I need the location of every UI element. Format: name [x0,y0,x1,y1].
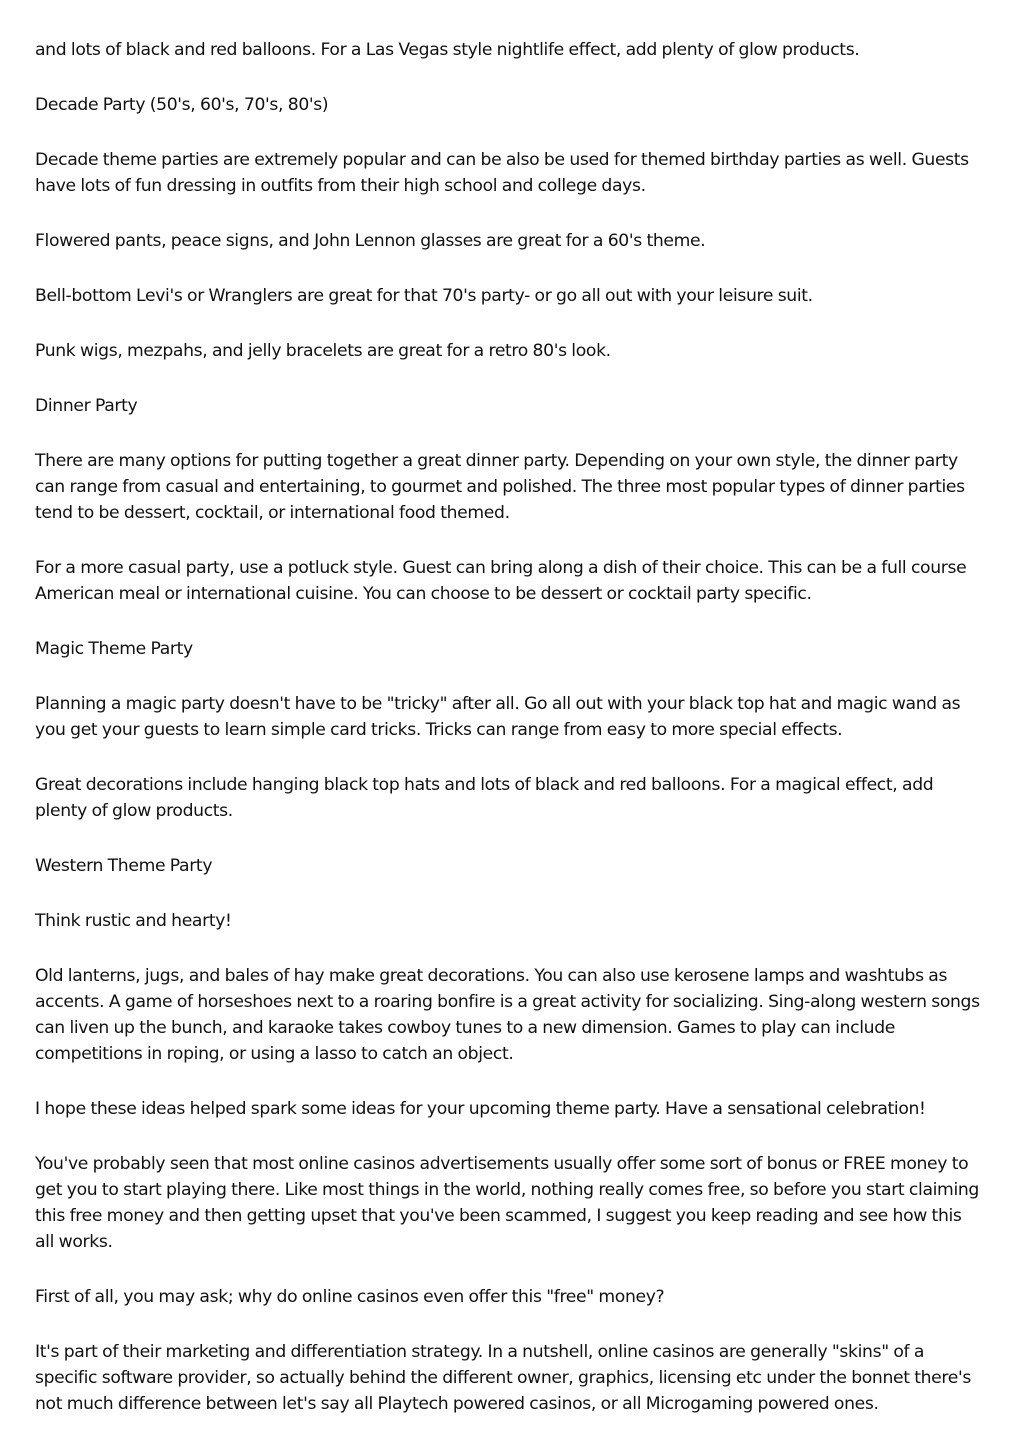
paragraph: Punk wigs, mezpahs, and jelly bracelets are great for a retro 80's look. [35,341,611,361]
paragraph: I hope these ideas helped spark some ideas for your upcoming theme party. Have a sensational celebration! [35,1099,926,1119]
paragraph: Bell-bottom Levi's or Wranglers are great for that 70's party- or go all out with your leisure suit. [35,286,813,306]
paragraph: For a more casual party, use a potluck style. Guest can bring along a dish of their choice. This can be a full course American meal or international cuisine. You can choose to be dessert or cocktail party specific. [35,558,967,604]
paragraph: You've probably seen that most online casinos advertisements usually offer some sort of bonus or FREE money to get you to start playing there. Like most things in the world, nothing really comes free, so before you start claiming this free money and then getting upset that you've been scammed, I suggest you keep reading and see how this all works. [35,1154,979,1252]
paragraph: It's part of their marketing and differentiation strategy. In a nutshell, online casinos are generally "skins" of a specific software provider, so actually behind the different owner, graphics, licensing etc under the bonnet there's not much difference between let's say all Playtech powered casinos, or all Microgaming powered ones. [35,1342,971,1414]
paragraph: First of all, you may ask; why do online casinos even offer this "free" money? [35,1287,665,1307]
paragraph: Old lanterns, jugs, and bales of hay make great decorations. You can also use kerosene lamps and washtubs as accents. A game of horseshoes next to a roaring bonfire is a great activity for socializing. Sing-along western songs can liven up the bunch, and karaoke takes cowboy tunes to a new dimension. Games to play can include competitions in roping, or using a lasso to catch an object. [35,966,980,1064]
paragraph: Great decorations include hanging black top hats and lots of black and red balloons. For a magical effect, add plenty of glow products. [35,775,934,821]
paragraph: Think rustic and hearty! [35,911,232,931]
section-heading-dinner-party: Dinner Party [35,396,138,416]
paragraph: Decade theme parties are extremely popular and can be also be used for themed birthday parties as well. Guests have lots of fun dressing in outfits from their high school and college days. [35,150,969,196]
section-heading-western-theme-party: Western Theme Party [35,856,213,876]
paragraph: and lots of black and red balloons. For a Las Vegas style nightlife effect, add plenty of glow products. [35,40,860,60]
paragraph: Flowered pants, peace signs, and John Lennon glasses are great for a 60's theme. [35,231,706,251]
section-heading-magic-theme-party: Magic Theme Party [35,639,193,659]
section-heading-decade-party: Decade Party (50's, 60's, 70's, 80's) [35,95,329,115]
document-body [35,37,985,1446]
paragraph: Planning a magic party doesn't have to be "tricky" after all. Go all out with your black top hat and magic wand as you get your guests to learn simple card tricks. Tricks can range from easy to more special effects. [35,694,961,740]
paragraph: There are many options for putting together a great dinner party. Depending on your own style, the dinner party can range from casual and entertaining, to gourmet and polished. The three most popular types of dinner parties tend to be dessert, cocktail, or international food themed. [35,451,965,523]
